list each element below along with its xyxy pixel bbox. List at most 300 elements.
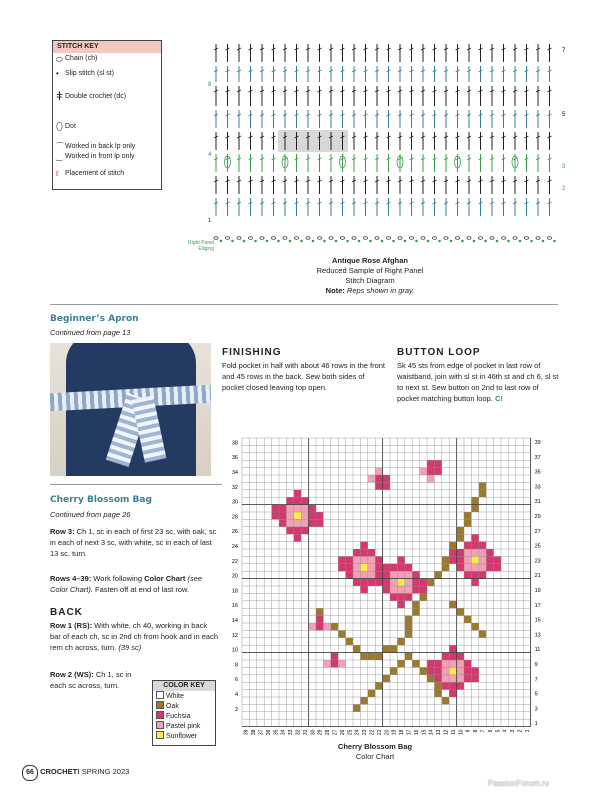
chart-left-label: 32 (231, 484, 238, 491)
chart-right-label: 13 (534, 632, 541, 639)
edging-dot (392, 240, 395, 243)
chart-stitch (471, 623, 478, 630)
chart-stitch (471, 549, 478, 556)
stitch-columns (214, 44, 556, 242)
chart-stitch (494, 556, 501, 563)
chart-stitch (427, 579, 434, 586)
chart-stitch (397, 579, 404, 586)
color-key-title: COLOR KEY (153, 681, 215, 691)
chart-stitch (420, 667, 427, 674)
swatch-sunflower (156, 731, 164, 739)
chart-stitch (464, 549, 471, 556)
chart-stitch (353, 556, 360, 563)
edging-dot (484, 240, 487, 243)
chart-stitch (449, 660, 456, 667)
chart-stitch (286, 505, 293, 512)
chart-stitch (471, 556, 478, 563)
chart-stitch (375, 556, 382, 563)
chart-stitch (383, 475, 390, 482)
chart-stitch (331, 623, 338, 630)
bag-rows-label: Rows 4–39: (50, 574, 92, 583)
chart-left-label: 36 (231, 455, 238, 462)
chart-stitch (390, 667, 397, 674)
edging-dot (553, 240, 556, 243)
edging-dot (289, 240, 292, 243)
chart-stitch (449, 690, 456, 697)
chain-mark (548, 237, 552, 240)
chart-stitch (286, 519, 293, 526)
chart-stitch (442, 667, 449, 674)
chart-stitch (397, 586, 404, 593)
chart-stitch (434, 667, 441, 674)
chart-left-label: 2 (234, 706, 238, 713)
chart-stitch (457, 527, 464, 534)
chain-mark (387, 237, 391, 240)
chart-stitch (360, 586, 367, 593)
swatch-fuchsia (156, 711, 164, 719)
chart-right-label: 29 (534, 514, 541, 520)
edging-dot (507, 240, 510, 243)
edging-dot (473, 240, 476, 243)
edging-dot (461, 240, 464, 243)
chart-right-label: 3 (534, 706, 538, 713)
key-slip-label: Slip stitch (sl st) (65, 70, 115, 77)
chart-bottom-label: 39 (243, 729, 250, 736)
chart-stitch (464, 556, 471, 563)
chart-stitch (442, 697, 449, 704)
chart-stitch (449, 667, 456, 674)
chart-right-label: 15 (534, 617, 541, 624)
chain-mark (329, 237, 333, 240)
chart-bottom-label: 25 (347, 729, 354, 736)
edging-dot (220, 240, 223, 243)
chart-bottom-label: 5 (495, 729, 502, 733)
chart-right-label: 7 (534, 676, 538, 683)
key-dot-label: Dot (65, 123, 76, 130)
page-number: 66 (22, 765, 38, 781)
chart-stitch (471, 497, 478, 504)
chart-title: Cherry Blossom Bag (337, 742, 413, 751)
chain-mark (283, 237, 287, 240)
chart-bottom-label: 19 (391, 729, 398, 736)
chart-stitch (346, 556, 353, 563)
row-num-right-2: 2 (562, 186, 566, 192)
chart-stitch (464, 519, 471, 526)
end-mark: C! (495, 394, 503, 403)
chart-right-label: 35 (534, 469, 541, 476)
chart-stitch (434, 468, 441, 475)
chart-bottom-label: 17 (406, 729, 413, 736)
color-key-fuchsia-label: Fuchsia (166, 713, 191, 720)
edging-dot (530, 240, 533, 243)
chart-bottom-label: 12 (443, 729, 450, 736)
chart-right-label: 19 (534, 588, 541, 594)
edging-dot (346, 240, 349, 243)
color-key-oak-label: Oak (166, 703, 179, 710)
chart-stitch (338, 556, 345, 563)
color-key-fuchsia (153, 711, 215, 721)
chart-bottom-label: 36 (265, 729, 272, 736)
chart-stitch (397, 638, 404, 645)
chart-stitch (286, 512, 293, 519)
chart-stitch (294, 490, 301, 497)
chart-stitch (405, 653, 412, 660)
chart-right-label: 37 (534, 454, 541, 461)
key-dc-label: Double crochet (dc) (65, 93, 127, 100)
edging-dot (277, 240, 280, 243)
chart-stitch (449, 653, 456, 660)
chart-stitch (383, 482, 390, 489)
chart-stitch (294, 505, 301, 512)
button-loop-text (397, 360, 559, 404)
chart-stitch (294, 527, 301, 534)
chart-bottom-label: 21 (376, 729, 383, 736)
chart-stitch (316, 512, 323, 519)
chart-stitch (479, 490, 486, 497)
brand-name: CROCHET! (40, 767, 80, 776)
chart-bottom-label: 3 (510, 729, 517, 733)
chart-right-label: 11 (534, 647, 541, 654)
row-num-right-3: 3 (562, 164, 566, 170)
chart-stitch (346, 638, 353, 645)
chart-stitch (479, 556, 486, 563)
chart-right-label: 5 (534, 691, 538, 698)
chart-stitch (434, 682, 441, 689)
chart-stitch (309, 512, 316, 519)
chart-left-label: 26 (231, 529, 238, 536)
issue-name: SPRING 2023 (79, 767, 130, 776)
chart-stitch (383, 675, 390, 682)
chart-bottom-label: 35 (273, 729, 280, 736)
chart-stitch (301, 512, 308, 519)
chart-stitch (457, 682, 464, 689)
chain-mark (421, 237, 425, 240)
chart-left-label: 38 (231, 440, 238, 447)
color-chart-caption (310, 742, 440, 762)
edging-dot (358, 240, 361, 243)
edging-dot (404, 240, 407, 243)
chart-stitch (375, 579, 382, 586)
button-loop-heading: BUTTON LOOP (397, 347, 481, 358)
chart-stitch (383, 579, 390, 586)
edging-dot (323, 240, 326, 243)
bag-rows-text: Work following (91, 574, 145, 583)
chart-left-label: 12 (231, 632, 238, 639)
note-text: Reps shown in gray. (344, 286, 415, 295)
key-placement-label: Placement of stitch (65, 170, 125, 177)
chart-left-label: 24 (231, 544, 238, 550)
chart-stitch (486, 549, 493, 556)
chart-stitch (279, 519, 286, 526)
chart-stitch (457, 653, 464, 660)
chart-bottom-label: 33 (288, 729, 295, 736)
chart-stitch (353, 549, 360, 556)
chart-stitch (375, 482, 382, 489)
finishing-heading: FINISHING (222, 347, 282, 358)
back-row1-text: With white, ch 40, working in back bar of each ch, sc in 2nd ch from hook and in each rem ch across, turn. (50, 621, 219, 652)
chart-stitch (449, 601, 456, 608)
chart-stitch (301, 527, 308, 534)
color-key-sunflower-label: Sunflower (166, 733, 198, 740)
chart-stitch (427, 660, 434, 667)
chart-bottom-label: 32 (295, 729, 302, 736)
chart-stitch (464, 542, 471, 549)
chart-stitch (360, 556, 367, 563)
row-num-right-7: 7 (562, 48, 566, 54)
chart-stitch (471, 667, 478, 674)
chart-right-label: 33 (534, 484, 541, 491)
back-row2-label: Row 2 (WS): (50, 670, 94, 679)
chart-stitch (368, 690, 375, 697)
dot-icon: ⬯ (56, 121, 63, 133)
back-heading: BACK (50, 607, 83, 618)
chart-stitch (405, 593, 412, 600)
chart-stitch (479, 549, 486, 556)
chart-bottom-label: 34 (280, 729, 287, 736)
chart-left-label: 8 (234, 662, 238, 669)
stitch-key (52, 40, 162, 190)
chart-stitch (412, 601, 419, 608)
chart-stitch (397, 601, 404, 608)
chart-stitch (479, 542, 486, 549)
chart-stitch (301, 505, 308, 512)
chart-left-label: 6 (234, 677, 238, 684)
chart-stitch (412, 571, 419, 578)
chart-stitch (457, 564, 464, 571)
chart-bottom-label: 27 (332, 729, 339, 736)
afghan-title: Antique Rose Afghan (332, 256, 408, 265)
swatch-pastel-pink (156, 721, 164, 729)
chart-stitch (420, 593, 427, 600)
chart-stitch (464, 564, 471, 571)
chain-mark (536, 237, 540, 240)
chart-stitch (412, 579, 419, 586)
chart-stitch (494, 564, 501, 571)
chart-stitch (471, 675, 478, 682)
chart-stitch (375, 475, 382, 482)
chart-stitch (316, 519, 323, 526)
chart-stitch (360, 549, 367, 556)
chart-left-label: 10 (231, 647, 238, 654)
chart-stitch (471, 505, 478, 512)
chain-mark (226, 237, 230, 240)
edging-dot (369, 240, 372, 243)
edging-dot (438, 240, 441, 243)
chart-right-label: 27 (534, 528, 541, 535)
chart-stitch (471, 534, 478, 541)
chain-mark (525, 237, 529, 240)
chart-stitch (397, 593, 404, 600)
chart-bottom-label: 29 (317, 729, 324, 736)
chart-bottom-label: 31 (302, 729, 309, 736)
edging-dot (254, 240, 257, 243)
chart-stitch (412, 660, 419, 667)
chart-stitch (353, 579, 360, 586)
chart-bottom-label: 15 (421, 729, 428, 736)
chain-mark (479, 237, 483, 240)
chart-stitch (479, 564, 486, 571)
chain-mark (295, 237, 299, 240)
color-key-pastel-pink-label: Pastel pink (166, 723, 201, 730)
chart-stitch (479, 630, 486, 637)
chart-stitch (353, 564, 360, 571)
chart-stitch (383, 645, 390, 652)
chart-stitch (368, 549, 375, 556)
bag-row3 (50, 526, 220, 559)
chart-stitch (449, 682, 456, 689)
chart-stitch (390, 645, 397, 652)
chart-stitch (405, 616, 412, 623)
back-loop-icon: ⌒ (56, 142, 64, 151)
chart-stitch (294, 519, 301, 526)
chart-left-label: 20 (231, 573, 238, 580)
chart-stitch (405, 564, 412, 571)
chart-stitch (368, 564, 375, 571)
chart-bottom-label: 20 (384, 729, 391, 736)
chart-stitch (286, 497, 293, 504)
chart-stitch (323, 623, 330, 630)
chart-left-label: 18 (231, 588, 238, 595)
chart-stitch (331, 660, 338, 667)
afghan-line1: Reduced Sample of Right Panel (316, 266, 424, 275)
chart-stitch (294, 497, 301, 504)
chart-stitch (272, 505, 279, 512)
chart-bottom-label: 16 (413, 729, 420, 736)
swatch-white (156, 691, 164, 699)
chart-right-label: 25 (534, 543, 541, 550)
chart-stitch (405, 586, 412, 593)
chart-stitch (294, 512, 301, 519)
chart-stitch (442, 675, 449, 682)
chart-bottom-label: 30 (310, 729, 317, 736)
chart-stitch (383, 564, 390, 571)
chart-right-label: 9 (534, 662, 538, 668)
back-row2 (50, 669, 148, 691)
chart-stitch (331, 653, 338, 660)
bag-title: Cherry Blossom Bag (50, 495, 152, 505)
chain-mark (237, 237, 241, 240)
chart-right-label: 21 (534, 573, 541, 580)
double-crochet-icon: ǂ (56, 89, 64, 103)
apron-photo (50, 343, 211, 476)
row-num-right-5: 5 (562, 112, 566, 118)
chart-bottom-label: 18 (399, 729, 406, 736)
chart-stitch (360, 564, 367, 571)
chart-stitch (412, 608, 419, 615)
chart-stitch (323, 660, 330, 667)
chart-stitch (390, 593, 397, 600)
site-watermark: PassionForum.ru (488, 779, 549, 788)
chart-stitch (375, 564, 382, 571)
chain-mark (433, 237, 437, 240)
chain-mark (364, 237, 368, 240)
bag-rows-chart: Color Chart (144, 574, 186, 583)
chart-stitch (471, 564, 478, 571)
chart-stitch (457, 549, 464, 556)
chart-stitch (368, 556, 375, 563)
edging-dot (300, 240, 303, 243)
chart-stitch (316, 608, 323, 615)
chart-stitch (279, 512, 286, 519)
chart-stitch (390, 579, 397, 586)
chart-stitch (397, 564, 404, 571)
chain-mark (456, 237, 460, 240)
chart-stitch (368, 579, 375, 586)
chart-stitch (412, 586, 419, 593)
chart-bottom-label: 6 (487, 729, 494, 733)
chain-mark (318, 237, 322, 240)
chart-stitch (316, 623, 323, 630)
chart-stitch (449, 549, 456, 556)
edging-dot (243, 240, 246, 243)
chart-stitch (442, 653, 449, 660)
footer (22, 765, 129, 781)
chart-stitch (464, 660, 471, 667)
chart-stitch (360, 542, 367, 549)
chain-mark (467, 237, 471, 240)
color-key-pastel-pink (153, 721, 215, 731)
chain-mark (444, 237, 448, 240)
edging-dot (231, 240, 234, 243)
color-key-oak (153, 701, 215, 711)
chart-bottom-label: 1 (524, 729, 531, 733)
chart-stitch (383, 571, 390, 578)
chart-bottom-label: 11 (450, 729, 457, 735)
chain-mark (398, 237, 402, 240)
chart-stitch (486, 556, 493, 563)
chart-left-label: 34 (231, 470, 238, 476)
edging-dot (427, 240, 430, 243)
color-key-white-label: White (166, 693, 184, 700)
chart-stitch (471, 542, 478, 549)
chart-stitch (434, 571, 441, 578)
chart-left-label: 30 (231, 499, 238, 506)
bag-row3-label: Row 3: (50, 527, 75, 536)
chart-stitch (479, 571, 486, 578)
chart-stitch (405, 630, 412, 637)
chart-stitch (471, 579, 478, 586)
key-front-loop-label: Worked in front lp only (65, 153, 135, 160)
chart-stitch (375, 468, 382, 475)
section-divider (50, 304, 558, 305)
color-key (152, 680, 216, 746)
chart-stitch (309, 505, 316, 512)
chart-bottom-label: 13 (436, 729, 443, 736)
chart-stitch (346, 564, 353, 571)
chart-stitch (464, 512, 471, 519)
chart-stitch (397, 556, 404, 563)
chain-mark (260, 237, 264, 240)
back-row1-count: (39 sc) (116, 643, 142, 652)
chart-stitch (457, 608, 464, 615)
chart-right-label: 23 (534, 558, 541, 565)
chart-bottom-label: 26 (339, 729, 346, 736)
color-key-white (153, 691, 215, 701)
chart-stitch (397, 571, 404, 578)
chart-bottom-label: 24 (354, 729, 361, 736)
chart-stitch (471, 571, 478, 578)
chart-stitch (457, 534, 464, 541)
chart-left-label: 14 (231, 618, 238, 624)
chart-bottom-label: 38 (251, 729, 258, 736)
chart-stitch (442, 556, 449, 563)
chart-stitch (442, 682, 449, 689)
back-row1 (50, 620, 220, 653)
chart-stitch (464, 667, 471, 674)
afghan-line2: Stitch Diagram (345, 276, 395, 285)
chart-right-label: 1 (534, 721, 538, 728)
chart-stitch (375, 682, 382, 689)
